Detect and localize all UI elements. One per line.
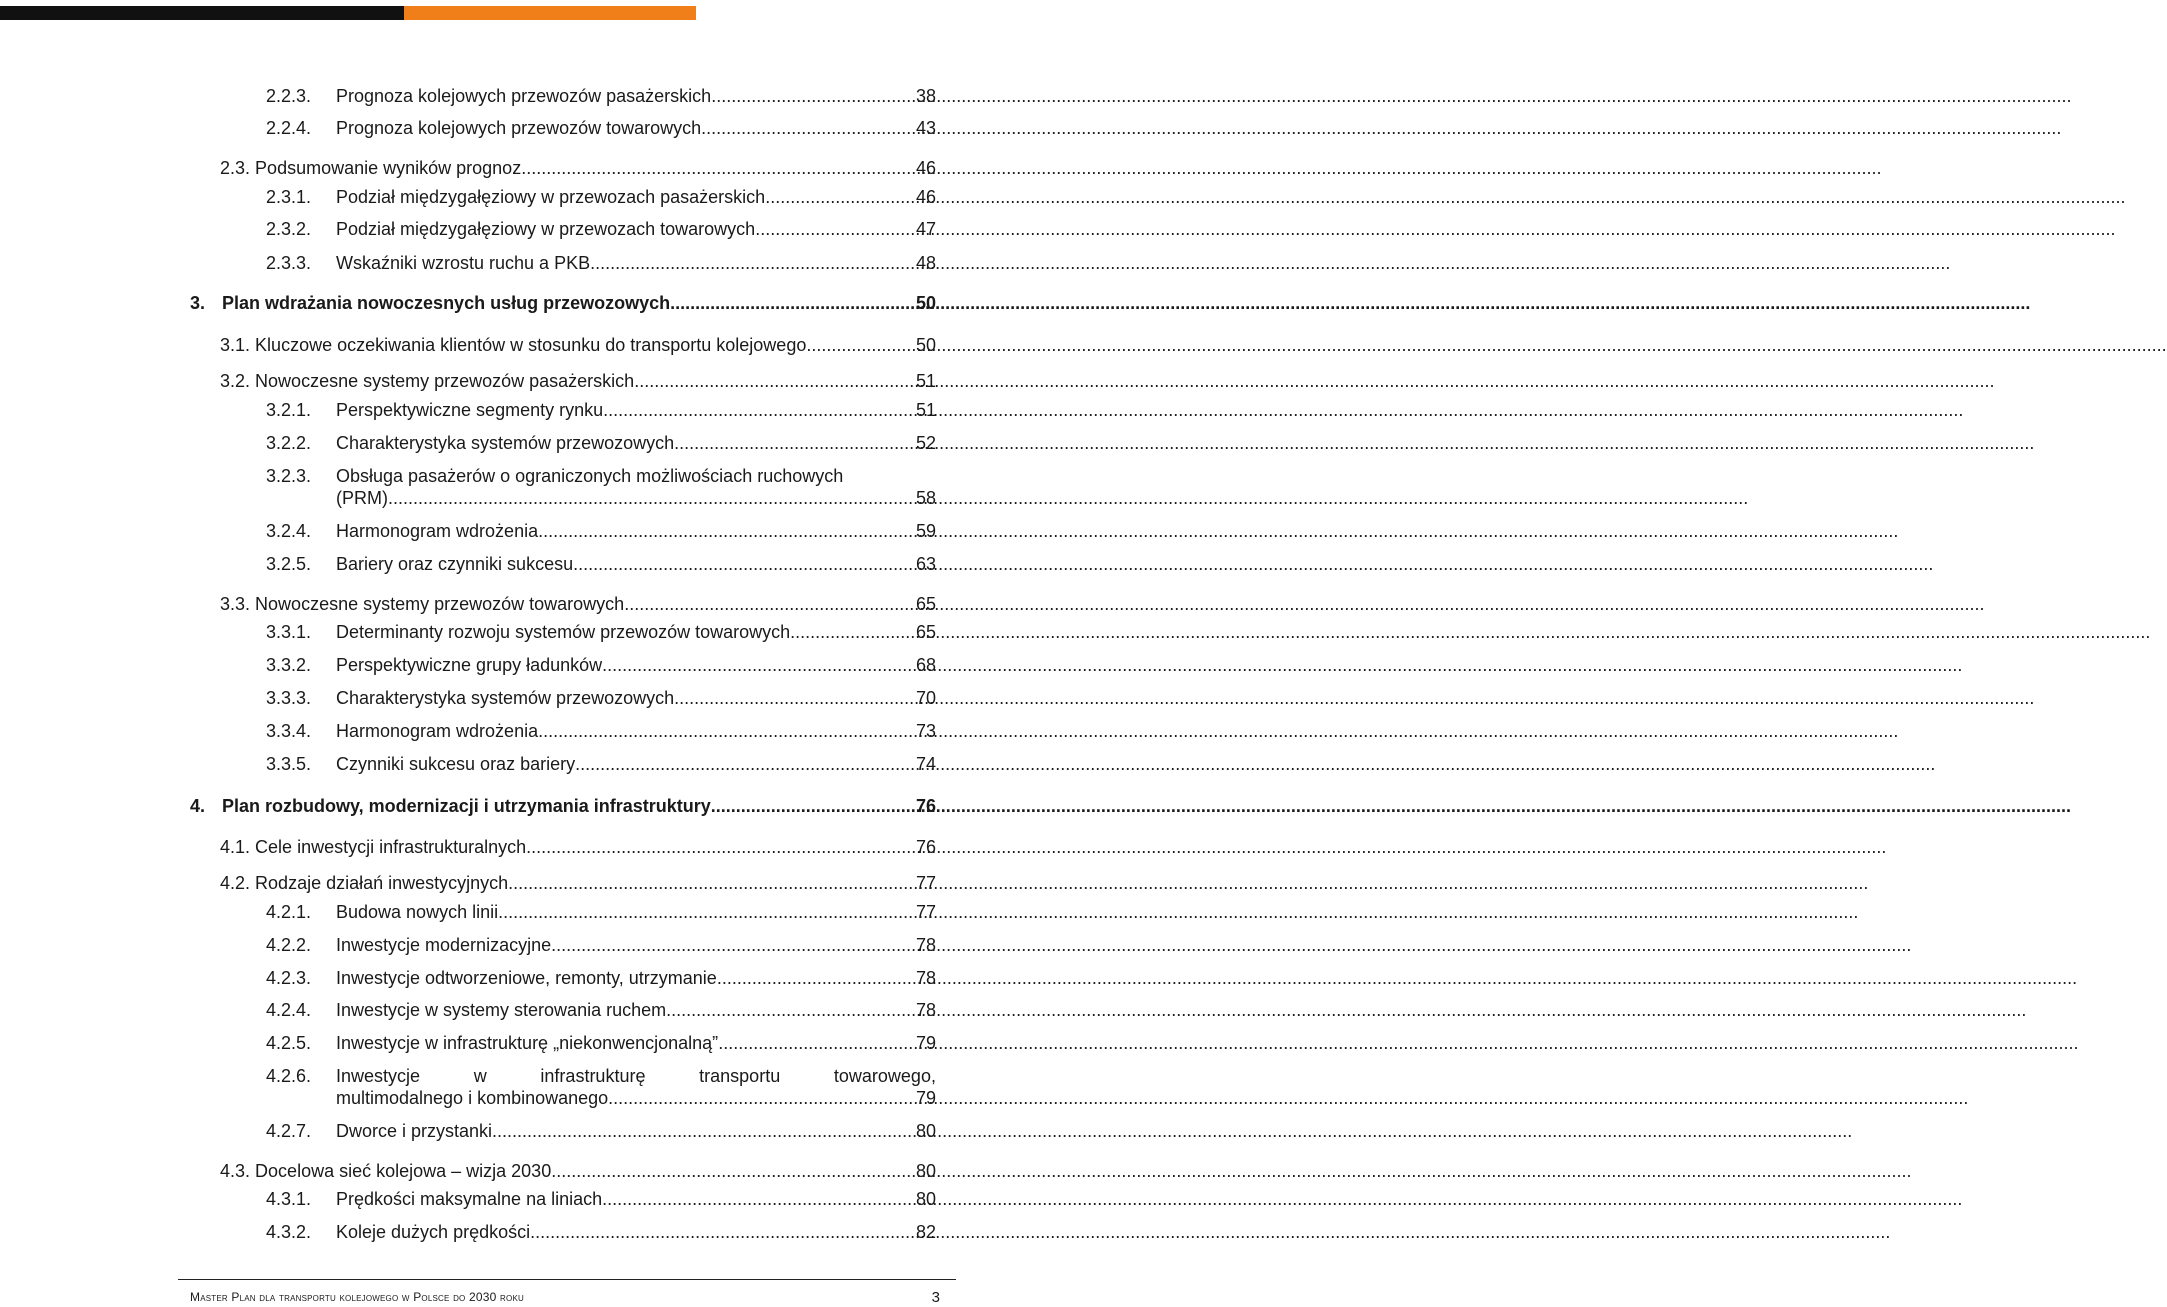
- toc-entry[interactable]: [220, 836, 936, 858]
- toc-leader: [790, 621, 916, 643]
- toc-leader: [717, 967, 916, 989]
- toc-entry[interactable]: [266, 520, 936, 542]
- toc-number: 3.2.3.: [266, 466, 312, 486]
- toc-title: Czynniki sukcesu oraz bariery: [336, 754, 576, 774]
- toc-page: 78: [915, 935, 936, 955]
- header-bar-black: [0, 6, 404, 20]
- toc-page: 78: [915, 1000, 936, 1020]
- toc-number: 2.2.4.: [266, 118, 312, 138]
- toc-number: 3.3.5.: [266, 754, 312, 774]
- toc-leader: [538, 520, 916, 542]
- toc-title-word: infrastrukturę: [540, 1066, 646, 1086]
- toc-title: Determinanty rozwoju systemów przewozów towarowych: [336, 622, 791, 642]
- toc-entry[interactable]: [220, 334, 936, 356]
- toc-entry[interactable]: [266, 687, 936, 709]
- toc-number: 4.: [190, 796, 206, 816]
- toc-title: Prognoza kolejowych przewozów pasażerskich: [336, 86, 712, 106]
- toc-page: 48: [915, 253, 936, 273]
- toc-page: 50: [915, 335, 936, 355]
- toc-page: 74: [915, 754, 936, 774]
- toc-title: [336, 1065, 936, 1087]
- toc-page: 78: [915, 968, 936, 988]
- toc-page: 73: [915, 721, 936, 741]
- toc-leader: [498, 901, 916, 923]
- toc-leader: [674, 432, 916, 454]
- toc-title: Inwestycje w systemy sterowania ruchem: [336, 1000, 667, 1020]
- toc-number: 2.3.1.: [266, 187, 312, 207]
- toc-entry[interactable]: [266, 753, 936, 775]
- toc-entry[interactable]: [266, 1120, 936, 1142]
- toc-title: Budowa nowych linii: [336, 902, 499, 922]
- toc-number: 3.3.: [220, 594, 251, 614]
- toc-leader: [492, 1120, 916, 1142]
- toc-leader: [806, 334, 916, 356]
- toc-number: 2.3.2.: [266, 219, 312, 239]
- toc-entry[interactable]: [266, 553, 936, 575]
- toc-page: 68: [915, 655, 936, 675]
- toc-title: Perspektywiczne grupy ładunków: [336, 655, 603, 675]
- toc-entry[interactable]: [266, 399, 936, 421]
- toc-page: 76: [915, 837, 936, 857]
- toc-title: Charakterystyka systemów przewozowych: [336, 433, 675, 453]
- toc-page: 79: [915, 1033, 936, 1053]
- toc-page: 80: [915, 1121, 936, 1141]
- toc-page: 47: [915, 219, 936, 239]
- toc-entry[interactable]: [266, 1221, 936, 1243]
- toc-title: Dworce i przystanki: [336, 1121, 493, 1141]
- toc-title: Plan wdrażania nowoczesnych usług przewozowych: [222, 293, 671, 313]
- toc-page: 65: [915, 622, 936, 642]
- toc-leader: [575, 753, 916, 775]
- toc-number: 4.2.4.: [266, 1000, 312, 1020]
- toc-title: Wskaźniki wzrostu ruchu a PKB: [336, 253, 591, 273]
- toc-page: 79: [915, 1088, 936, 1108]
- toc-title: Inwestycje modernizacyjne: [336, 935, 552, 955]
- toc-number: 4.2.2.: [266, 935, 312, 955]
- toc-leader: [765, 186, 916, 208]
- toc-title: Podział międzygałęziowy w przewozach pasażerskich: [336, 187, 766, 207]
- toc-entry[interactable]: [266, 934, 936, 956]
- toc-title: Cele inwestycji infrastrukturalnych: [255, 837, 527, 857]
- toc-title: Prędkości maksymalne na liniach: [336, 1189, 603, 1209]
- toc-number: 3.3.4.: [266, 721, 312, 741]
- toc-number: 3.2.: [220, 371, 251, 391]
- toc-leader: [634, 370, 916, 392]
- header-bar-orange: [404, 6, 696, 20]
- toc-title: Bariery oraz czynniki sukcesu: [336, 554, 574, 574]
- footer-document-title: Master Plan dla transportu kolejowego w Polsce do 2030 roku: [190, 1290, 524, 1304]
- toc-leader: [711, 85, 916, 107]
- toc-number: 4.3.2.: [266, 1222, 312, 1242]
- toc-number: 4.1.: [220, 837, 251, 857]
- footer-page-number: 3: [931, 1289, 940, 1306]
- toc-title: Perspektywiczne segmenty rynku: [336, 400, 604, 420]
- toc-number: 2.3.3.: [266, 253, 312, 273]
- toc-title-continuation: (PRM): [336, 488, 388, 508]
- toc-page: 59: [915, 521, 936, 541]
- toc-page: 38: [915, 86, 936, 106]
- toc-number: 3.3.2.: [266, 655, 312, 675]
- toc-number: 3.2.5.: [266, 554, 312, 574]
- toc-title-word: towarowego,: [833, 1066, 936, 1086]
- toc-title: Kluczowe oczekiwania klientów w stosunku do transportu kolejowego: [255, 335, 807, 355]
- toc-leader: [701, 117, 916, 139]
- toc-entry[interactable]: [266, 901, 936, 923]
- toc-entry[interactable]: [220, 1160, 936, 1182]
- toc-title: Rodzaje działań inwestycyjnych: [255, 873, 509, 893]
- toc-page: 58: [915, 488, 936, 508]
- toc-entry[interactable]: [266, 117, 936, 139]
- toc-entry[interactable]: [266, 621, 936, 643]
- toc-entry[interactable]: [266, 1032, 936, 1054]
- toc-title: Docelowa sieć kolejowa – wizja 2030: [255, 1161, 552, 1181]
- toc-title: Inwestycje w infrastrukturę „niekonwencjonalną”: [336, 1033, 719, 1053]
- footer-divider: [178, 1279, 956, 1280]
- toc-leader: [624, 593, 916, 615]
- toc-page: 51: [915, 371, 936, 391]
- toc-number: 4.2.3.: [266, 968, 312, 988]
- toc-number: 3.3.3.: [266, 688, 312, 708]
- toc-entry[interactable]: [266, 85, 936, 107]
- toc-leader: [602, 654, 916, 676]
- toc-page: 52: [915, 433, 936, 453]
- toc-number: 3.: [190, 293, 206, 313]
- toc-page: 76: [915, 796, 936, 816]
- toc-page: 77: [915, 902, 936, 922]
- toc-entry[interactable]: [266, 218, 936, 240]
- toc-title-word: w: [473, 1066, 487, 1086]
- toc-title: Harmonogram wdrożenia: [336, 721, 539, 741]
- toc-page: 80: [915, 1161, 936, 1181]
- toc-page: 63: [915, 554, 936, 574]
- toc-entry[interactable]: [266, 432, 936, 454]
- toc-title: Koleje dużych prędkości: [336, 1222, 531, 1242]
- toc-title: Nowoczesne systemy przewozów pasażerskich: [255, 371, 635, 391]
- toc-entry[interactable]: [220, 872, 936, 894]
- toc-leader: [388, 487, 916, 509]
- toc-title: Inwestycje odtworzeniowe, remonty, utrzymanie: [336, 968, 717, 988]
- toc-entry[interactable]: [266, 999, 936, 1021]
- toc-page: 50: [915, 293, 936, 313]
- toc-leader: [718, 1032, 916, 1054]
- toc-entry[interactable]: [266, 252, 936, 274]
- toc-leader: [602, 1188, 916, 1210]
- toc-title-word: Inwestycje: [336, 1066, 421, 1086]
- toc-entry-continuation[interactable]: [336, 487, 936, 509]
- toc-entry-continuation[interactable]: [336, 1087, 936, 1109]
- toc-leader: [670, 292, 916, 314]
- toc-number: 4.2.7.: [266, 1121, 312, 1141]
- toc-entry[interactable]: [266, 1188, 936, 1210]
- toc-leader: [551, 934, 916, 956]
- toc-title: Prognoza kolejowych przewozów towarowych: [336, 118, 702, 138]
- toc-entry-chapter[interactable]: [190, 795, 936, 817]
- toc-number: 3.3.1.: [266, 622, 312, 642]
- toc-leader: [526, 836, 916, 858]
- toc-entry[interactable]: [220, 593, 936, 615]
- toc-title: Harmonogram wdrożenia: [336, 521, 539, 541]
- toc-leader: [608, 1087, 916, 1109]
- toc-entry[interactable]: [266, 186, 936, 208]
- toc-leader: [755, 218, 916, 240]
- toc-title: Nowoczesne systemy przewozów towarowych: [255, 594, 625, 614]
- toc-page: 46: [915, 187, 936, 207]
- toc-leader: [551, 1160, 916, 1182]
- toc-leader: [508, 872, 916, 894]
- toc-number: 4.2.5.: [266, 1033, 312, 1053]
- toc-leader: [711, 795, 916, 817]
- toc-leader: [573, 553, 916, 575]
- toc-leader: [603, 399, 916, 421]
- toc-page: 43: [915, 118, 936, 138]
- toc-leader: [530, 1221, 916, 1243]
- toc-entry[interactable]: [266, 967, 936, 989]
- toc-number: 3.1.: [220, 335, 251, 355]
- toc-title: Plan rozbudowy, modernizacji i utrzymania infrastruktury: [222, 796, 711, 816]
- toc-page: 80: [915, 1189, 936, 1209]
- toc-entry[interactable]: [266, 720, 936, 742]
- toc-title: Podsumowanie wyników prognoz: [255, 158, 522, 178]
- toc-leader: [521, 157, 916, 179]
- toc-entry[interactable]: [220, 370, 936, 392]
- toc-entry-chapter[interactable]: [190, 292, 936, 314]
- toc-title: Charakterystyka systemów przewozowych: [336, 688, 675, 708]
- toc-page: 46: [915, 158, 936, 178]
- toc-number: 4.2.6.: [266, 1066, 312, 1086]
- toc-number: 4.3.: [220, 1161, 251, 1181]
- toc-leader: [590, 252, 916, 274]
- toc-title: Obsługa pasażerów o ograniczonych możliwościach ruchowych: [336, 466, 844, 486]
- toc-number: 3.2.4.: [266, 521, 312, 541]
- toc-number: 4.3.1.: [266, 1189, 312, 1209]
- toc-number: 4.2.: [220, 873, 251, 893]
- toc-entry[interactable]: [266, 654, 936, 676]
- toc-page: 65: [915, 594, 936, 614]
- toc-number: 3.2.2.: [266, 433, 312, 453]
- toc-title-word: transportu: [699, 1066, 781, 1086]
- toc-page: 51: [915, 400, 936, 420]
- toc-number: 4.2.1.: [266, 902, 312, 922]
- toc-page: 77: [915, 873, 936, 893]
- toc-page: 70: [915, 688, 936, 708]
- toc-leader: [666, 999, 916, 1021]
- toc-number: 2.2.3.: [266, 86, 312, 106]
- toc-leader: [538, 720, 916, 742]
- toc-entry[interactable]: [266, 465, 936, 487]
- toc-number: 3.2.1.: [266, 400, 312, 420]
- toc-number: 2.3.: [220, 158, 251, 178]
- toc-entry[interactable]: [220, 157, 936, 179]
- toc-entry[interactable]: [266, 1065, 936, 1087]
- toc-leader: [674, 687, 916, 709]
- toc-title-continuation: multimodalnego i kombinowanego: [336, 1088, 609, 1108]
- toc-page: 82: [915, 1222, 936, 1242]
- toc-title: Podział międzygałęziowy w przewozach towarowych: [336, 219, 756, 239]
